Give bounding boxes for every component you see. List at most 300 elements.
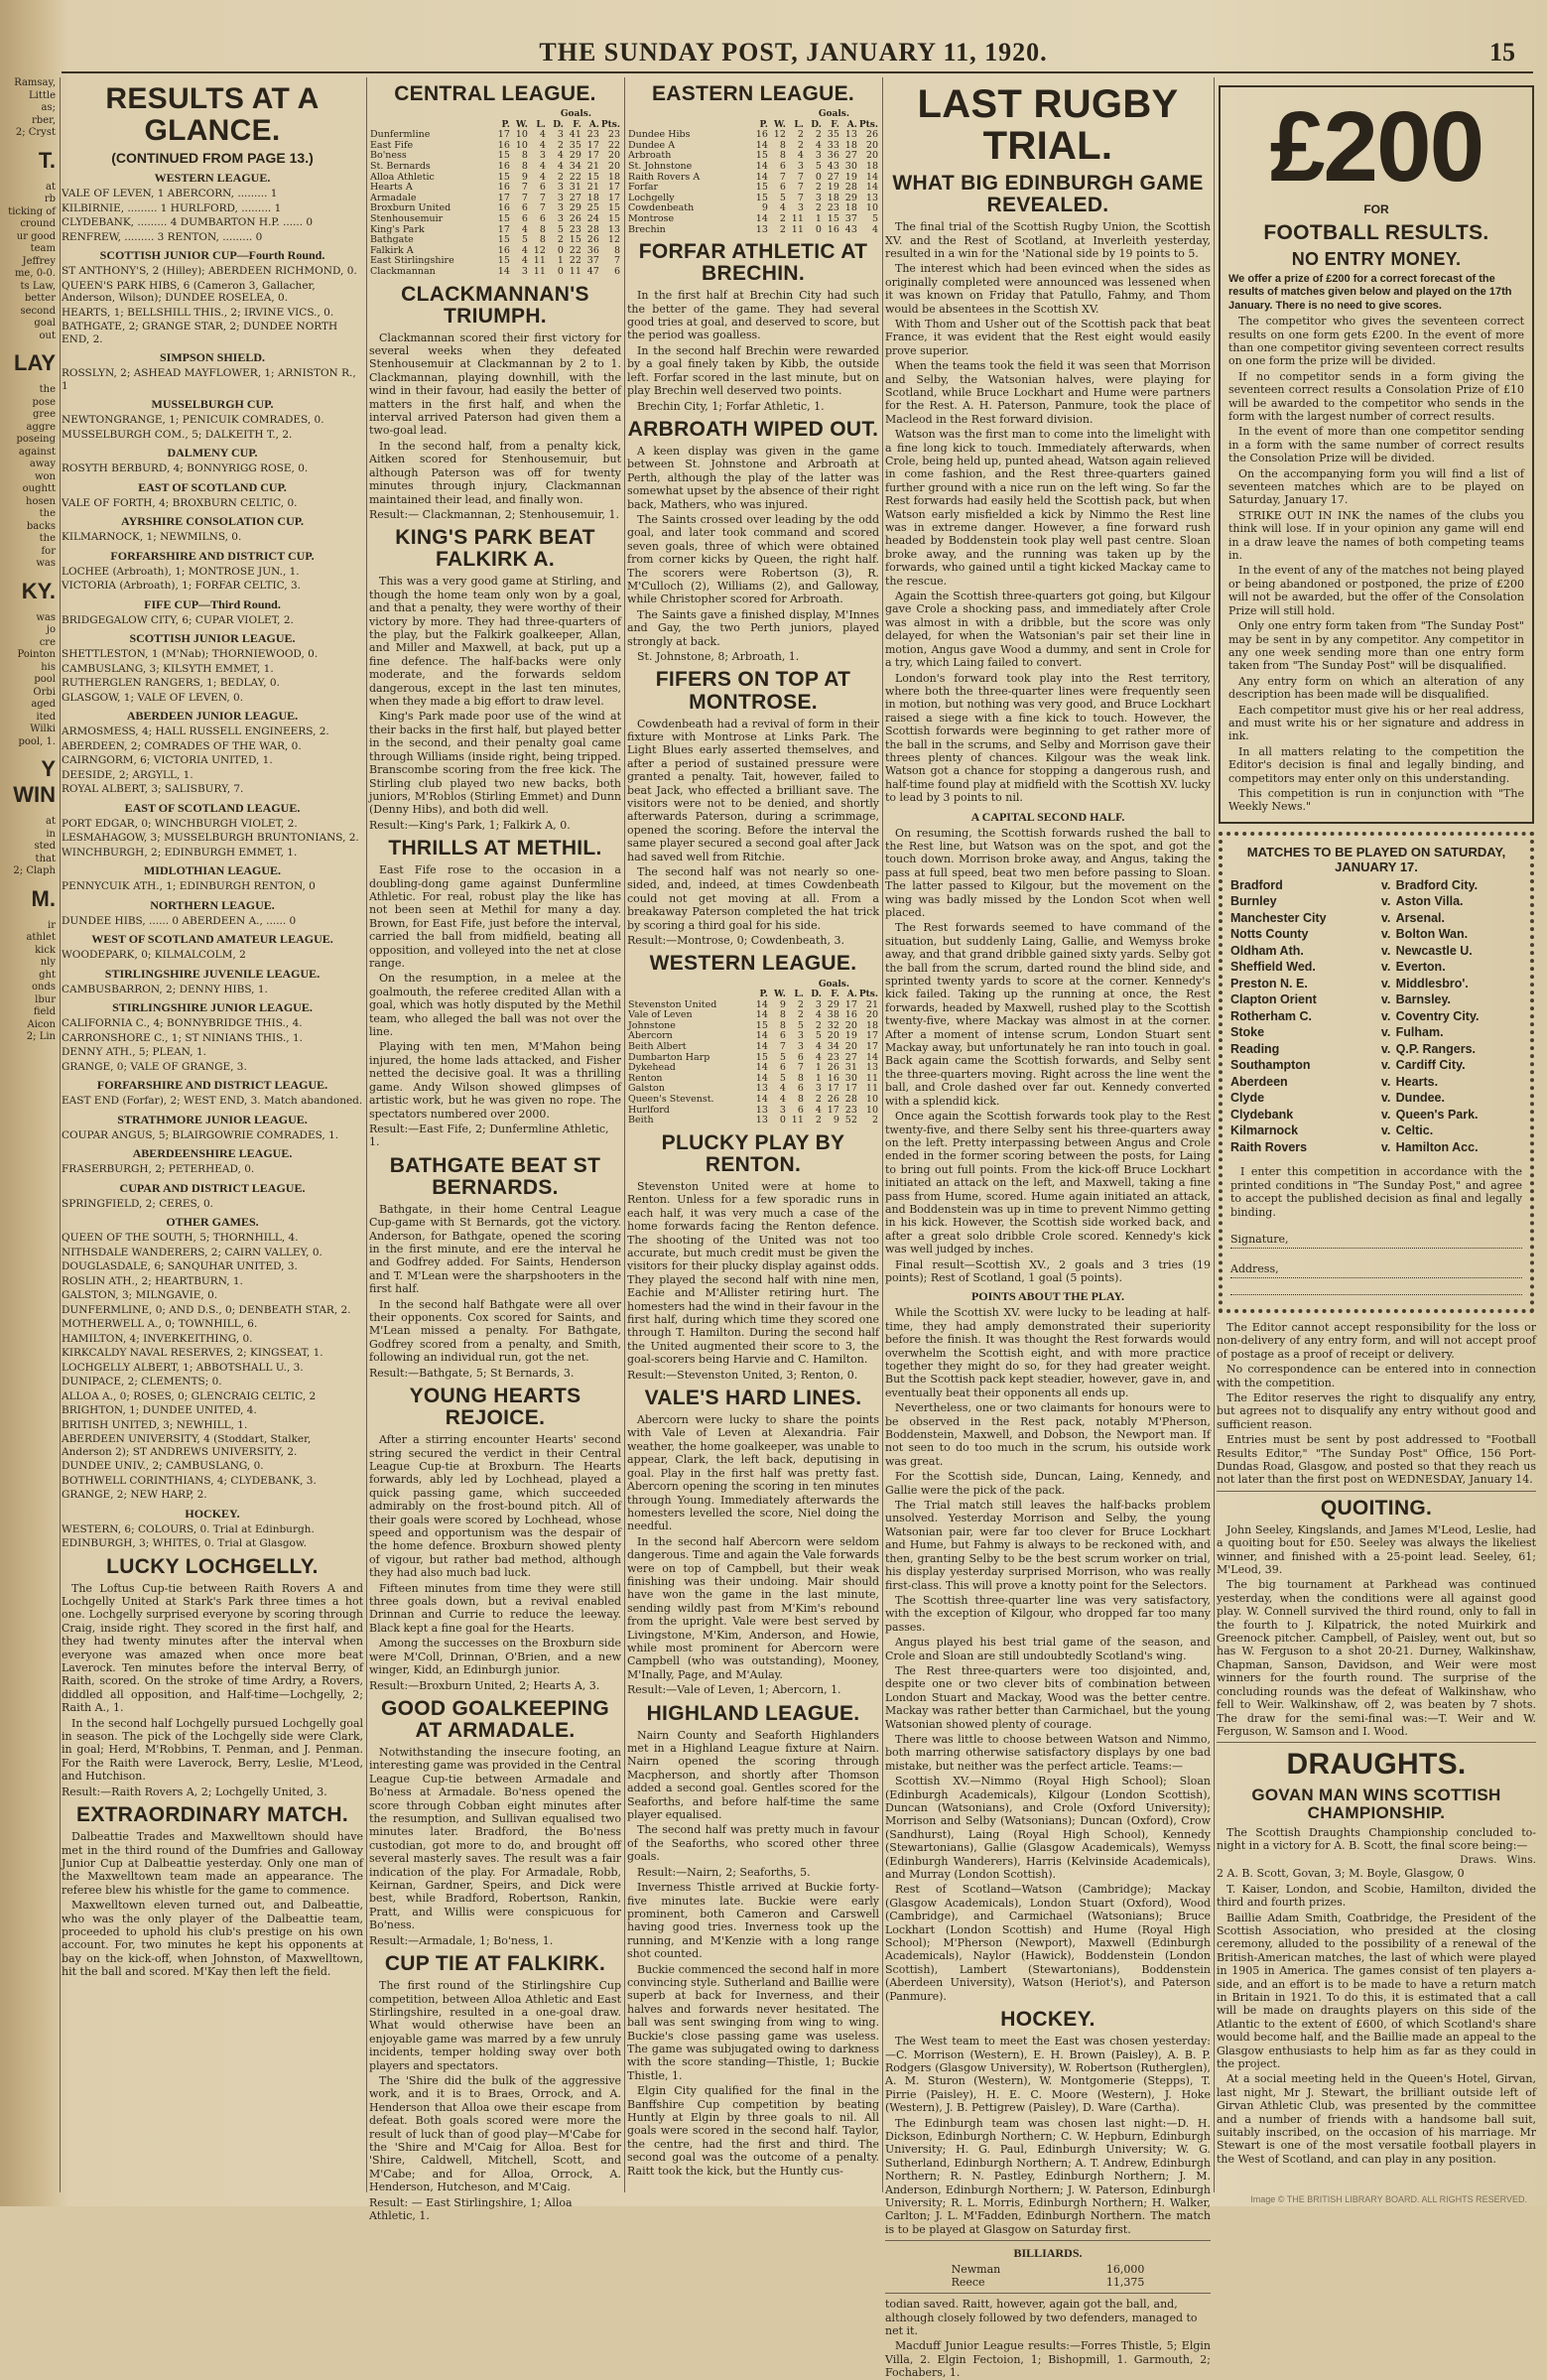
stat-cell: 21 [586, 161, 599, 173]
stat-cell: 15 [827, 212, 839, 224]
team-name: Galston [628, 1083, 665, 1095]
rugby-second-half [885, 827, 1211, 1285]
versus: v. [1380, 1124, 1391, 1138]
stat-cell: 2 [815, 1115, 822, 1126]
result-line: GALSTON, 3; MILNGAVIE, 0. [62, 1289, 218, 1301]
team-name: Dykehead [628, 1062, 676, 1074]
strip-fragment: away [29, 459, 56, 469]
stat-cell: 26 [827, 1094, 839, 1106]
stat-cell: 6 [521, 212, 528, 224]
stat-cell: 3 [539, 150, 546, 162]
stat-cell: 17 [607, 192, 620, 203]
stat-cell: 14 [755, 1009, 768, 1021]
fixture-row[interactable] [1230, 992, 1522, 1008]
stat-cell: 6 [613, 265, 620, 277]
result-section-heading: HOCKEY. [185, 1506, 240, 1521]
home-team: Burnley [1230, 894, 1277, 909]
stat-cell: 27 [827, 171, 839, 183]
result-line: RUTHERGLEN RANGERS, 1; BEDLAY, 0. [62, 677, 280, 689]
column-header: D. [553, 119, 564, 130]
stat-cell: 17 [865, 1030, 878, 1042]
result-section-heading: FIFE CUP—Third Round. [144, 596, 281, 611]
article-paragraph: Clackmannan scored their first victory for several weeks when they defeated Stenhousemuir at Clackmannan by 2 to 1. Clackmannan, playing downhill, with the wind in their favour, had easily the better of matters in the first half, and when the interval arrived Paterson had given them a two-goal lead. [369, 331, 621, 438]
fixture-row[interactable] [1230, 1123, 1522, 1139]
entry-declaration: I enter this competition in accordance with the printed conditions in "The Sunday Post," and agree to accept the published decision as final and legally binding. [1230, 1165, 1522, 1219]
fixture-row[interactable] [1230, 893, 1522, 910]
strip-fragment: ur good [16, 230, 56, 242]
stat-cell: 4 [521, 255, 528, 267]
strip-fragment: Wilki [30, 724, 56, 734]
stat-cell: 3 [521, 265, 528, 277]
article-paragraph: Result:— Clackmannan, 2; Stenhousemuir, 1. [369, 507, 620, 521]
result-line: DUNIPACE, 2; CLEMENTS; 0. [62, 1376, 222, 1388]
fixture-row[interactable] [1230, 1090, 1522, 1107]
result-line: EDINBURGH, 3; WHITES, 0. Trial at Glasgow. [62, 1537, 307, 1549]
stat-cell: 7 [521, 192, 528, 203]
stat-cell: 36 [586, 244, 599, 256]
stat-cell: 7 [539, 202, 546, 214]
stat-cell: 15 [497, 255, 510, 267]
strip-fragment: against [18, 446, 56, 458]
fixture-row[interactable] [1230, 1139, 1522, 1156]
strip-fragment: Orbi [33, 686, 56, 698]
team-name: Forfar [628, 182, 659, 194]
col4-tail2: Macduff Junior League results:—Forres Thistle, 5; Elgin Villa, 2. Elgin Fectoion, 1; Bishopmill, 1. Garmouth, 2; Fochabers, 1. [885, 2339, 1211, 2380]
strip-fragment: Aicon [27, 1018, 56, 1030]
stat-cell: 2 [557, 139, 564, 151]
divider [885, 2240, 1211, 2241]
article-paragraph: Entries must be sent by post addressed to "Football Results Editor," "The Sunday Post" Office, 156 Port-Dundas Road, Glasgow, and posted so that they reach us not later than the first post on WEDNESDAY, January 14. [1217, 1433, 1536, 1487]
team-name: Clackmannan [370, 265, 436, 277]
stat-cell: 11 [533, 255, 546, 267]
draughts-subheading: GOVAN MAN WINS SCOTTISH CHAMPIONSHIP. [1251, 1785, 1501, 1822]
stat-cell: 34 [569, 161, 581, 173]
strip-fragment: ght [39, 969, 56, 981]
home-team: Reading [1230, 1041, 1280, 1056]
home-team: Rotherham C. [1230, 1008, 1312, 1023]
draughts-para: At a social meeting held in the Queen's Hotel, Girvan, last night, Mr J. Stewart, the brilliant outside left of Girvan Athletic Club, was presented by the committee and a number of friends with a handsome ball suit, suitably inscribed, on the occasion of his marriage. Mr Stewart is one of the most versatile football players in the West of Scotland, and can play in any position. [1217, 2072, 1536, 2166]
signature-field[interactable] [1230, 1233, 1522, 1249]
stat-cell: 34 [827, 1041, 839, 1053]
article-paragraph: Again the Scottish three-quarters got going, but Kilgour gave Crole a shocking pass, and immediately after Crole was almost in with a dribble, but the score was only delayed, for when the Watsonian's pair set their line in motion, Angus gave Wood a dummy, and sent in Crole for a try, which Laing failed to convert. [885, 590, 1211, 670]
fixture-row[interactable] [1230, 877, 1522, 894]
stat-cell: 17 [607, 182, 620, 194]
strip-heading: KY. [21, 578, 56, 603]
stat-cell: 28 [844, 1094, 857, 1106]
player-name: Reece [951, 2276, 985, 2290]
stat-cell: 4 [815, 1104, 822, 1116]
prize-offer: We offer a prize of £200 for a correct forecast of the results of matches given below and played on the 17th January. There is no need to give scores. [1228, 272, 1512, 312]
versus: v. [1380, 960, 1391, 975]
strip-fragment: field [33, 1006, 56, 1017]
stat-cell: 6 [521, 202, 528, 214]
strip-heading: M. [31, 885, 56, 911]
result-section-heading: STIRLINGSHIRE JUVENILE LEAGUE. [104, 966, 321, 981]
stat-cell: 43 [844, 223, 857, 235]
result-line: ST ANTHONY'S, 2 (Hilley); ABERDEEN RICHMOND, 0. [62, 265, 357, 277]
stat-cell: 2 [797, 998, 804, 1010]
result-section-heading: WESTERN LEAGUE. [154, 171, 271, 185]
versus: v. [1380, 1041, 1391, 1056]
away-team: Dundee. [1395, 1091, 1445, 1106]
team-name: Arbroath [628, 150, 672, 162]
stat-cell: 14 [755, 998, 768, 1010]
result-line: VALE OF FORTH, 4; BROXBURN CELTIC, 0. [62, 496, 298, 509]
away-team: Hamilton Acc. [1395, 1139, 1479, 1154]
stat-cell: 3 [557, 129, 564, 141]
stat-cell: 30 [844, 1072, 857, 1084]
stat-cell: 8 [539, 234, 546, 246]
stat-cell: 14 [755, 1094, 768, 1106]
continued-note: (CONTINUED FROM PAGE 13.) [111, 150, 314, 166]
result-line: DUNDEE HIBS, ...... 0 ABERDEEN A., ...... 0 [62, 914, 297, 927]
stat-cell: 25 [586, 202, 599, 214]
stat-cell: 38 [827, 1009, 839, 1021]
result-line: KILMARNOCK, 1; NEWMILNS, 0. [62, 531, 242, 543]
stat-cell: 30 [844, 161, 857, 173]
article-paragraph: Nairn County and Seaforth Highlanders met in a Highland League fixture at Nairn. Nairn opened the scoring through Macpherson, and shortly after Thomson added a second goal. Gentles scored for the Seaforths, and before half-time the same player equalised. [627, 1728, 879, 1822]
competition-rules [1228, 315, 1524, 814]
stat-cell: 8 [779, 1009, 786, 1021]
article-paragraph: If no competitor sends in a form giving the seventeen correct results a Consolation Prize of £10 will be awarded to the competitor who sends in the form with the largest number of correct results. [1228, 369, 1524, 423]
stat-cell: 8 [779, 139, 786, 151]
goals-label: Goals. [560, 109, 591, 120]
result-line: EAST END (Forfar), 2; WEST END, 3. Match abandoned. [62, 1095, 363, 1107]
team-name: Stevenston United [628, 998, 717, 1010]
strip-fragment: pool [34, 674, 56, 685]
result-line: RENFREW, ......... 3 RENTON, ......... 0 [62, 230, 263, 243]
stat-cell: 18 [844, 139, 857, 151]
strip-fragment: the [39, 533, 56, 544]
stat-cell: 20 [844, 1019, 857, 1031]
competition-box [1219, 85, 1534, 824]
home-team: Bradford [1230, 877, 1283, 892]
stat-cell: 24 [586, 212, 599, 224]
stat-cell: 20 [827, 1030, 839, 1042]
column-divider [60, 77, 61, 2192]
versus: v. [1380, 927, 1391, 942]
team-name: Vale of Leven [628, 1009, 693, 1021]
masthead-rule [62, 71, 1533, 73]
home-team: Sheffield Wed. [1230, 960, 1316, 975]
result-line: BOTHWELL CORINTHIANS, 4; CLYDEBANK, 3. [62, 1474, 317, 1487]
fixture-row[interactable] [1230, 976, 1522, 992]
goals-label-row [627, 109, 879, 120]
article-paragraph: While the Scottish XV. were lucky to be leading at half-time, they had amply demonstrated their superiority before the finish. It was thought the Rest forwards would overwhelm the Scottish eight, and with more practice together they might do so, for they had greater weight. But the Scottish pack kept steadier, however, gave in, and eventually beat their opponents all ends up. [885, 1306, 1211, 1399]
stat-cell: 15 [497, 234, 510, 246]
team-name: East Stirlingshire [370, 255, 454, 267]
column-header: Pts. [858, 990, 878, 1000]
result-line: CAIRNGORM, 6; VICTORIA UNITED, 1. [62, 754, 273, 766]
fixture-row[interactable] [1230, 1008, 1522, 1025]
article-heading: VALE'S HARD LINES. [644, 1387, 862, 1410]
stat-cell: 35 [827, 129, 839, 141]
divider [1217, 1742, 1536, 1743]
stat-cell: 26 [569, 212, 581, 224]
stat-cell: 20 [844, 1041, 857, 1053]
stat-cell: 0 [557, 244, 564, 256]
stat-cell: 37 [844, 212, 857, 224]
draughts-intro: The Scottish Draughts Championship concluded to-night in a victory for A. B. Scott, the final score being:— [1217, 1825, 1536, 1852]
article-paragraph: Abercorn were lucky to share the points with Vale of Leven at Alexandria. Fair weather, the home goalkeeper, was unable to appear, Clark, the left back, deputising in goal. Play in the first half was pretty fast. Abercorn opening the scoring in ten minutes through Young. Immediately afterwards the homesters levelled the score, Niel doing the needful. [627, 1413, 879, 1533]
stat-cell: 33 [827, 139, 839, 151]
versus: v. [1380, 1074, 1391, 1089]
second-half-heading: A CAPITAL SECOND HALF. [970, 809, 1125, 824]
stat-cell: 14 [755, 212, 768, 224]
result-line: NEWTONGRANGE, 1; PENICUIK COMRADES, 0. [62, 414, 324, 426]
column-header: D. [811, 119, 822, 130]
stat-cell: 3 [557, 192, 564, 203]
stat-cell: 14 [755, 1072, 768, 1084]
article-paragraph: Notwithstanding the insecure footing, an interesting game was provided in the Central League Cup-tie between Armadale and Bo'ness at Armadale. Bo'ness opened the score through Cobban eight minutes after the resumption, and Sullivan equalised two minutes later. Bradford, the Bo'ness custodian, got more to do, and brought off several masterly saves. The result was a fair indication of the play. For Armadale, Robb, Keirnan, Gardner, Speirs, and Dick were best, while Bradford, Robertson, Rankin, Pratt, and Willis were conspicuous for Bo'ness. [369, 1746, 621, 1932]
table-body [369, 130, 621, 277]
article-paragraph: In all matters relating to the competition the Editor's decision is final and legally binding, and competitors may enter only on this understanding. [1228, 744, 1524, 785]
draughts-score-header [1217, 1854, 1536, 1867]
result-line: GRANGE, 2; NEW HARP, 2. [62, 1489, 207, 1501]
result-line: SHETTLESTON, 1 (M'Nab); THORNIEWOOD, 0. [62, 648, 319, 660]
article-paragraph: The Edinburgh team was chosen last night:—D. H. Dickson, Edinburgh Northern; C. W. Hepburn, Edinburgh University; H. G. Paul, Edinburgh University; W. G. Sutherland, Edinburgh Northern; A. T. Andrew, Edinburgh Northern; R. N. Pastley, Edinburgh Northern; J. M. Anderson, Edinburgh Northern; J. W. Paterson, Edinburgh University; R. L. Morris, Edinburgh Northern; H. Walker, Carlton; J. L. M'Fadden, Edinburgh Northern. The match is to be played at Glasgow on Saturday first. [885, 2116, 1211, 2236]
eastern-articles [627, 241, 879, 947]
versus: v. [1380, 1139, 1391, 1154]
stat-cell: 17 [586, 139, 599, 151]
away-team: Newcastle U. [1395, 943, 1473, 958]
article-paragraph: Result:—Raith Rovers A, 2; Lochgelly United, 3. [62, 1785, 327, 1798]
stat-cell: 18 [865, 161, 878, 173]
result-line: VALE OF LEVEN, 1 ABERCORN, ......... 1 [62, 188, 278, 199]
result-line: WESTERN, 6; COLOURS, 0. Trial at Edinburgh. [62, 1522, 315, 1535]
stat-cell: 7 [779, 171, 786, 183]
fixture-row[interactable] [1230, 959, 1522, 976]
address-label: Address, [1230, 1261, 1279, 1275]
stat-cell: 2 [797, 139, 804, 151]
masthead [60, 38, 1527, 71]
home-team: Notts County [1230, 927, 1309, 942]
result-section-heading: ABERDEEN JUNIOR LEAGUE. [126, 709, 299, 723]
stat-cell: 4 [539, 139, 546, 151]
table-row [627, 1106, 879, 1117]
strip-fragment: Jeffrey [22, 255, 56, 267]
result-line: NITHSDALE WANDERERS, 2; CAIRN VALLEY, 0. [62, 1246, 322, 1258]
strip-fragment: rber, [32, 114, 56, 126]
article-paragraph: Only one entry form taken from "The Sunday Post" may be sent in by any competitor. Any competitor in any one week sending more than one entry form taken from "The Sunday Post" will be disqualified. [1228, 619, 1524, 673]
competition-column [1217, 77, 1536, 2192]
strip-fragment: aged [31, 699, 56, 710]
article-paragraph: In the second half Brechin were rewarded by a goal finely taken by Kibb, the outside left. Forfar scored in the last minute, but on play Brechin well deserved two points. [627, 343, 879, 398]
eastern-league-heading: EASTERN LEAGUE. [651, 82, 855, 105]
article-paragraph: The Editor cannot accept responsibility for the loss or non-delivery of any entry form, and will not accept proof of postage as a proof of receipt or delivery. [1217, 1320, 1536, 1361]
column-header: P. [759, 119, 768, 130]
stat-cell: 3 [797, 202, 804, 214]
result-line: LOCHEE (Arbroath), 1; MONTROSE JUN., 1. [62, 565, 300, 578]
away-team: Q.P. Rangers. [1395, 1041, 1477, 1056]
article-paragraph: In the second half Lochgelly pursued Lochgelly goal in season. The pick of the Lochgelly side were Clark, in goal; Herd, M'Robbins, T. Penman, and J. Penman. For the Raith were Laverock, Berry, Leslie, M'Leod, and Hutchison. [62, 1716, 363, 1784]
table-row [627, 173, 879, 184]
article-heading: HIGHLAND LEAGUE. [646, 1701, 860, 1725]
column-header: A. [846, 119, 857, 130]
result-section-heading: CUPAR AND DISTRICT LEAGUE. [119, 1180, 306, 1195]
stat-cell: 20 [865, 150, 878, 162]
stat-cell: 13 [755, 1083, 768, 1095]
stat-cell: 13 [865, 192, 878, 203]
column-header: F. [831, 119, 839, 130]
stat-cell: 15 [569, 234, 581, 246]
article-paragraph: Brechin City, 1; Forfar Athletic, 1. [637, 399, 825, 413]
article-paragraph: Angus played his best trial game of the season, and Crole and Sloan are still undoubtedly Scotland's wing. [885, 1636, 1211, 1662]
stat-cell: 2 [815, 129, 822, 141]
away-team: Cardiff City. [1395, 1058, 1466, 1073]
stat-cell: 18 [865, 1019, 878, 1031]
result-line: CAMBUSLANG, 3; KILSYTH EMMET, 1. [62, 662, 274, 675]
stat-cell: 7 [797, 171, 804, 183]
team-name: Renton [628, 1072, 663, 1084]
entry-form [1219, 832, 1534, 1313]
draws-label: Draws. [1460, 1854, 1497, 1867]
article-paragraph: On the resumption, in a melee at the goalmouth, the referee credited Allan with a goal, which was hotly disputed by the Methil team, who alleged the ball was not over the line. [369, 972, 621, 1039]
result-section-heading: STIRLINGSHIRE JUNIOR LEAGUE. [112, 1000, 313, 1014]
stat-cell: 28 [586, 223, 599, 235]
away-team: Queen's Park. [1395, 1107, 1479, 1122]
stat-cell: 11 [569, 265, 581, 277]
fixture-row[interactable] [1230, 1074, 1522, 1091]
player-score: 16,000 [1105, 2263, 1145, 2277]
team-name: Alloa Athletic [370, 171, 435, 183]
stat-cell: 11 [865, 1083, 878, 1095]
fixture-row[interactable] [1230, 910, 1522, 927]
strip-fragment: jo [46, 624, 56, 635]
article-paragraph: Elgin City qualified for the final in the Banffshire Cup competition by beating Huntly at Elgin by three goals to nil. All goals were scored in the second half. Taylor, the centre, had the first and third. The second goal was the outcome of a penalty. Raitt took the kick, but the Huntly cus- [627, 2084, 879, 2178]
stat-cell: 27 [844, 1051, 857, 1063]
stat-cell: 23 [844, 1104, 857, 1116]
stat-cell: 3 [797, 1041, 804, 1053]
fixture-row[interactable] [1230, 1057, 1522, 1074]
article-paragraph: When the teams took the field it was seen that Morrison and Selby, the Watsonian halves, were playing for Scotland, while Bruce Lockhart and Hume were partners for the Rest. A. H. Paterson, Panmure, took the place of Macleod in the Rest forward division. [885, 359, 1211, 426]
billiards-row [951, 2276, 1146, 2289]
article-paragraph: Playing with ten men, M'Mahon being injured, the home lads attacked, and Fisher netted the decisive goal. It was a thrilling game. Andy Wilson showed glimpses of artistic work, but he was given no rope. The spectators numbered over 2000. [369, 1040, 621, 1121]
away-team: Bolton Wan. [1395, 927, 1469, 942]
stat-cell: 17 [844, 998, 857, 1010]
stat-cell: 7 [797, 182, 804, 194]
column-header: P. [501, 119, 510, 130]
stat-cell: 23 [607, 129, 620, 141]
article-paragraph: The big tournament at Parkhead was continued yesterday, when the conditions were all against good play. W. Connell survived the third round, only to fall in the fourth to J. Kilpatrick, the noted Muirkirk and Greenock pitcher. Campbell, of Paisley, went out, but so has W. Ferguson to a shot 20-21. Durney, Walkinshaw, Chapman, Sanson, Davidson, and Weir were most winners for the fourth round. The surprise of the concluding rounds was the defeat of Walkinshaw, who fell to Weir. Walkinshaw, off 2, was beaten by 7 shots. The draw for the semi-final was:—T. Weir and W. Ferguson, W. Samson and I. Wood. [1217, 1578, 1536, 1738]
stat-cell: 11 [791, 223, 804, 235]
team-name: Falkirk A [370, 244, 414, 256]
article-paragraph: This competition is run in conjunction with "The Weekly News." [1228, 786, 1524, 814]
versus: v. [1380, 976, 1391, 991]
team-name: St. Bernards [370, 161, 431, 173]
fixture-row[interactable] [1230, 1107, 1522, 1124]
stat-cell: 22 [607, 139, 620, 151]
fixtures-table [1230, 877, 1522, 1156]
team-name: Bo'ness [370, 150, 407, 162]
stat-cell: 9 [761, 202, 768, 214]
stat-cell: 12 [533, 244, 546, 256]
rugby-article [885, 220, 1211, 804]
stat-cell: 4 [557, 161, 564, 173]
billiards-table [951, 2263, 1146, 2289]
strip-fragment: at [46, 181, 56, 193]
away-team: Coventry City. [1395, 1008, 1480, 1023]
strip-fragment: in [46, 828, 56, 840]
fixture-row[interactable] [1230, 943, 1522, 960]
team-name: King's Park [370, 223, 425, 235]
home-team: Aberdeen [1230, 1074, 1288, 1089]
team-name: Hearts A [370, 182, 413, 194]
stat-cell: 7 [797, 1062, 804, 1074]
strip-fragment: aggre [26, 421, 56, 433]
extraordinary-article [62, 1830, 363, 1978]
home-team: Southampton [1230, 1058, 1311, 1073]
stat-cell: 12 [607, 234, 620, 246]
article-heading: FIFERS ON TOP AT MONTROSE. [655, 668, 851, 714]
column-header: Pts. [600, 119, 620, 130]
stat-cell: 15 [755, 182, 768, 194]
address-field-2[interactable] [1230, 1292, 1522, 1295]
address-field[interactable] [1230, 1262, 1522, 1278]
stat-cell: 43 [827, 161, 839, 173]
stat-cell: 27 [844, 150, 857, 162]
table-header [369, 109, 621, 130]
team-name: Stenhousemuir [370, 212, 444, 224]
home-team: Preston N. E. [1230, 976, 1308, 991]
stat-cell: 1 [815, 1062, 822, 1074]
result-section-heading: NORTHERN LEAGUE. [150, 897, 275, 912]
fixture-row[interactable] [1230, 1024, 1522, 1041]
rugby-column [885, 77, 1211, 2380]
result-line: DEESIDE, 2; ARGYLL, 1. [62, 768, 193, 781]
article-paragraph: In the first half at Brechin City had such the better of the game. They had several good tries at goal, and deserved to score, but the period was goalless. [627, 289, 879, 342]
table-row [627, 214, 879, 225]
strip-fragment: goal [34, 318, 56, 329]
result-line: DUNFERMLINE, 0; AND D.S., 0; DENBEATH STAR, 2. [62, 1303, 351, 1316]
fixture-row[interactable] [1230, 1041, 1522, 1058]
stat-cell: 8 [539, 223, 546, 235]
stat-cell: 16 [497, 202, 510, 214]
article-paragraph: Result:—East Fife, 2; Dunfermline Athletic, 1. [369, 1122, 609, 1149]
stat-cell: 3 [557, 182, 564, 194]
stat-cell: 5 [815, 1030, 822, 1042]
stat-cell: 2 [815, 202, 822, 214]
strip-fragment: rb [44, 194, 56, 204]
article-paragraph: Watson was the first man to come into the limelight with a fine long kick to touch. Immediately afterwards, when Crole, being held up, punted ahead, Watson again relieved in come fashion, and the Rest three-quarters gained further ground with a nice run on the left wing. So far the Rest forwards had easily held the Scottish pack, but when Watson early misfielded a kick by Nimmo the Rest line was in extreme danger. However, a fine forward rush headed by Boddenstein took play well past centre. Sloan broke away, and the running was taken up by the forwards, who gained until a tight kicked Mackay came to the rescue. [885, 428, 1211, 588]
result-line: CLYDEBANK, ......... 4 DUMBARTON H.P. ...... 0 [62, 216, 314, 228]
stat-cell: 3 [557, 202, 564, 214]
stat-cell: 22 [569, 255, 581, 267]
article-paragraph: Final result—Scottish XV., 2 goals and 3 tries (19 points); Rest of Scotland, 1 goal (5 points). [885, 1257, 1211, 1284]
goals-label: Goals. [818, 109, 849, 120]
stat-cell: 13 [755, 1104, 768, 1116]
stat-cell: 18 [844, 202, 857, 214]
stat-cell: 5 [779, 1051, 786, 1063]
column-divider [1214, 77, 1215, 2192]
article-paragraph: Result:—Nairn, 2; Seaforths, 5. [637, 1865, 811, 1879]
fixture-row[interactable] [1230, 926, 1522, 943]
divider [885, 2293, 1211, 2294]
article-paragraph: Buckie commenced the second half in more convincing style. Sutherland and Baillie were superb at back for Inverness, and their halves and forwards never hesitated. The ball was sent swinging from wing to wing. Buckie's close passing game was useless. The game was subjugated owing to darkness with the score standing—Thistle, 1; Buckie Thistle, 1. [627, 1962, 879, 2082]
quoiting-heading: QUOITING. [1320, 1496, 1433, 1520]
strip-fragment: kick [35, 944, 56, 956]
article-paragraph: The 'Shire did the bulk of the aggressive work, and it is to Braes, Orrock, and A. Henderson that Alloa owe their escape from defeat. Both goals scored were more the result of luck than of good play—M'Cabe for the 'Shire and M'Caig for Alloa. Best for 'Shire, Caldwell, Mitchell, Scott, and M'Cabe; and for Alloa, Orrock, A. Henderson, Hutcheson, and M'Caig. [369, 2073, 621, 2194]
stat-cell: 6 [779, 1030, 786, 1042]
article-heading: THRILLS AT METHIL. [388, 837, 602, 860]
masthead-title: THE SUNDAY POST, JANUARY 11, 1920. [539, 38, 1048, 66]
result-line: COUPAR ANGUS, 5; BLAIRGOWRIE COMRADES, 1. [62, 1128, 339, 1141]
article-paragraph: Among the successes on the Broxburn side were M'Coll, Drinnan, O'Brien, and a new winger, Kidd, an Edinburgh junior. [369, 1637, 621, 1677]
stat-cell: 4 [815, 139, 822, 151]
article-paragraph: Any entry form on which an alteration of any description has been made will be disqualified. [1228, 674, 1524, 702]
strip-heading: LAY [14, 350, 56, 375]
stat-cell: 0 [815, 223, 822, 235]
